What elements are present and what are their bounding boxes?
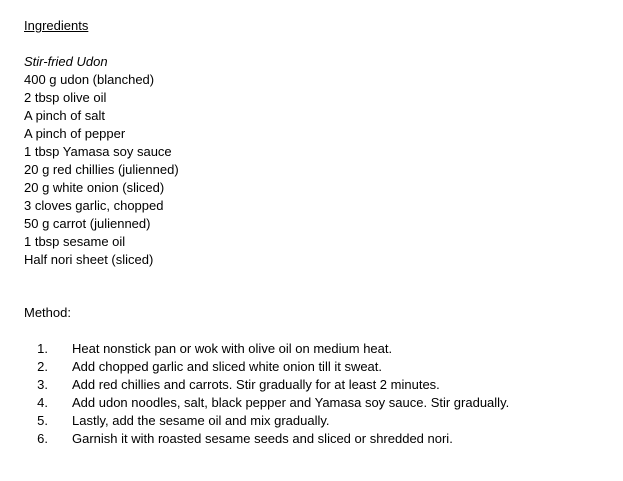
step-text: Add chopped garlic and sliced white onion till it sweat.: [72, 359, 383, 374]
method-step: [24, 430, 509, 448]
step-number: 2.: [37, 359, 48, 374]
ingredient-item: 400 g udon (blanched): [24, 72, 155, 87]
ingredient-item: 20 g red chillies (julienned): [24, 162, 179, 177]
step-number: 4.: [37, 395, 48, 410]
ingredient-item: 3 cloves garlic, chopped: [24, 198, 164, 213]
method-heading: Method:: [24, 305, 71, 320]
method-steps-list: [24, 340, 509, 448]
ingredient-item: 50 g carrot (julienned): [24, 216, 151, 231]
step-number: 6.: [37, 431, 48, 446]
ingredient-item: 2 tbsp olive oil: [24, 90, 107, 105]
ingredient-item: 1 tbsp Yamasa soy sauce: [24, 144, 172, 159]
ingredient-item: Half nori sheet (sliced): [24, 252, 154, 267]
ingredient-item: 20 g white onion (sliced): [24, 180, 165, 195]
method-step: [24, 340, 509, 358]
recipe-subtitle: Stir-fried Udon: [24, 54, 108, 69]
step-number: 3.: [37, 377, 48, 392]
step-text: Lastly, add the sesame oil and mix gradually.: [72, 413, 330, 428]
ingredient-item: 1 tbsp sesame oil: [24, 234, 126, 249]
method-step: [24, 358, 509, 376]
step-text: Heat nonstick pan or wok with olive oil on medium heat.: [72, 341, 393, 356]
ingredient-item: A pinch of pepper: [24, 126, 126, 141]
method-step: [24, 376, 509, 394]
ingredient-item: A pinch of salt: [24, 108, 105, 123]
step-text: Add red chillies and carrots. Stir gradually for at least 2 minutes.: [72, 377, 440, 392]
step-number: 1.: [37, 341, 48, 356]
method-step: [24, 412, 509, 430]
step-number: 5.: [37, 413, 48, 428]
step-text: Garnish it with roasted sesame seeds and sliced or shredded nori.: [72, 431, 453, 446]
step-text: Add udon noodles, salt, black pepper and Yamasa soy sauce. Stir gradually.: [72, 395, 510, 410]
ingredients-list: [24, 53, 179, 269]
method-step: [24, 394, 509, 412]
ingredients-heading: Ingredients: [24, 18, 89, 33]
